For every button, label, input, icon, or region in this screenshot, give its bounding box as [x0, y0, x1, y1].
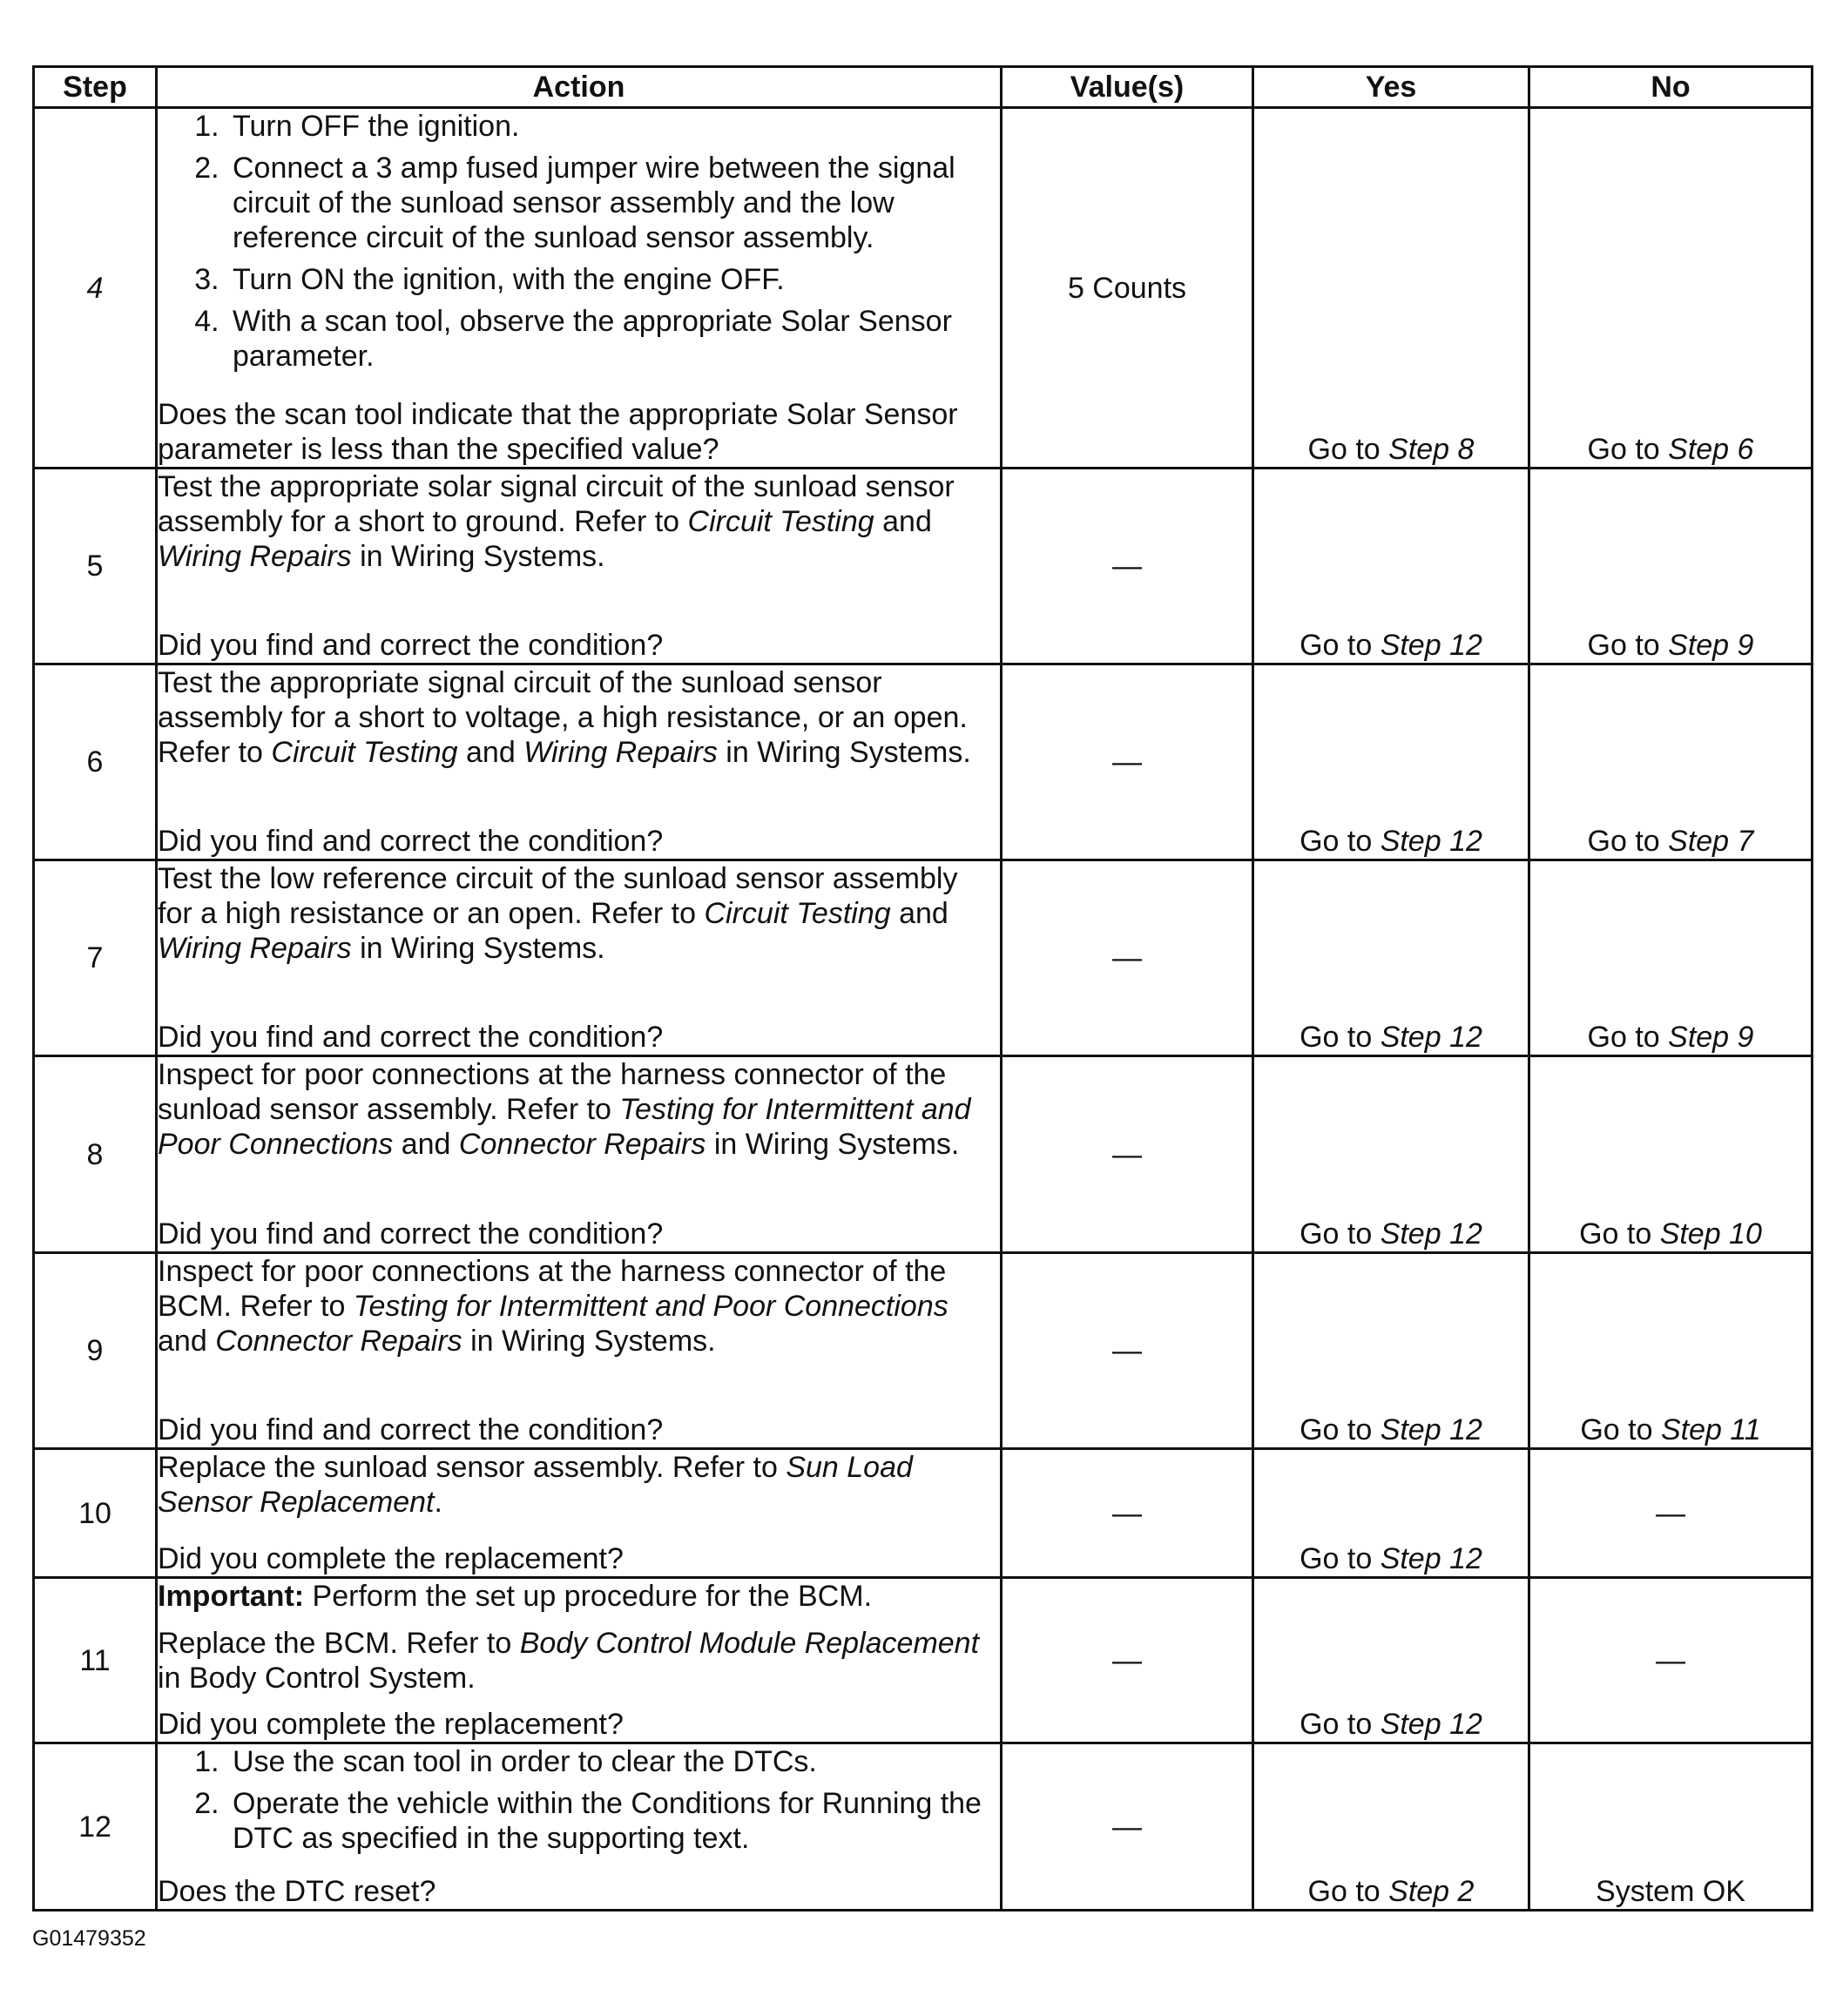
reference-link[interactable]: Body Control Module Replacement — [519, 1626, 980, 1660]
value-cell: — — [1002, 1253, 1253, 1449]
action-question: Did you find and correct the condition? — [158, 1413, 664, 1446]
action-step: 4. With a scan tool, observe the appropriate Solar Sensor parameter. — [227, 304, 1000, 374]
important-label: Important: — [158, 1580, 305, 1613]
header-step: Step — [34, 67, 157, 108]
action-question: Did you complete the replacement? — [158, 1708, 624, 1741]
action-steps-list — [158, 1744, 1000, 1863]
table-row — [34, 1056, 1813, 1253]
no-step-link[interactable]: Step 6 — [1668, 433, 1754, 466]
reference-link[interactable]: Wiring Repairs — [158, 540, 352, 573]
yes-prefix: Go to — [1300, 1413, 1381, 1446]
no-step-link[interactable]: Step 7 — [1668, 825, 1754, 858]
header-no: No — [1529, 67, 1813, 108]
value-cell: — — [1002, 1056, 1253, 1253]
yes-cell — [1253, 108, 1529, 469]
action-text: Test the low reference circuit of the sunload sensor assembly for a high resistance or an open. Refer to Circuit Testing and Wiring Repairs in Wiring Systems. — [158, 862, 958, 965]
action-cell — [157, 1578, 1002, 1743]
yes-cell — [1253, 1253, 1529, 1449]
yes-step-link[interactable]: Step 12 — [1380, 629, 1482, 662]
header-row — [34, 67, 1813, 108]
action-step: 3. Turn ON the ignition, with the engine OFF. — [227, 262, 1000, 297]
yes-prefix: Go to — [1300, 629, 1381, 662]
table-row — [34, 860, 1813, 1056]
step-number: 10 — [34, 1449, 157, 1578]
action-text: Test the appropriate solar signal circuit of the sunload sensor assembly for a short to ground. Refer to Circuit Testing and Wiring Repairs in Wiring Systems. — [158, 470, 955, 573]
value-cell: — — [1002, 1743, 1253, 1911]
yes-cell — [1253, 664, 1529, 860]
no-prefix: Go to — [1587, 433, 1669, 466]
yes-step-link[interactable]: Step 2 — [1388, 1875, 1475, 1908]
no-prefix: Go to — [1579, 1217, 1660, 1251]
yes-prefix: Go to — [1300, 825, 1381, 858]
step-number: 7 — [34, 860, 157, 1056]
yes-cell — [1253, 860, 1529, 1056]
action-step: 2. Operate the vehicle within the Conditions for Running the DTC as specified in the supporting text. — [227, 1786, 1000, 1856]
important-note: Important: Perform the set up procedure for the BCM. — [158, 1580, 873, 1613]
yes-prefix: Go to — [1300, 1708, 1381, 1741]
action-cell — [157, 1743, 1002, 1911]
reference-link[interactable]: Testing for Intermittent and Poor Connections — [353, 1290, 949, 1323]
step-number: 11 — [34, 1578, 157, 1743]
table-row — [34, 1253, 1813, 1449]
no-step-link[interactable]: Step 10 — [1659, 1217, 1762, 1251]
yes-cell — [1253, 1449, 1529, 1578]
action-cell — [157, 664, 1002, 860]
reference-link[interactable]: Connector Repairs — [215, 1325, 462, 1358]
diagnostic-table — [32, 65, 1813, 1911]
yes-prefix: Go to — [1300, 1542, 1381, 1575]
yes-step-link[interactable]: Step 12 — [1380, 1217, 1482, 1251]
table-row — [34, 469, 1813, 664]
no-cell — [1529, 469, 1813, 664]
action-step: 2. Connect a 3 amp fused jumper wire between the signal circuit of the sunload sensor assembly and the low reference circuit of the sunload sensor assembly. — [227, 151, 1000, 255]
figure-id: G01479352 — [32, 1926, 146, 1951]
table-row — [34, 664, 1813, 860]
step-number: 12 — [34, 1743, 157, 1911]
value-cell: — — [1002, 860, 1253, 1056]
yes-step-link[interactable]: Step 12 — [1380, 1542, 1482, 1575]
header-action: Action — [157, 67, 1002, 108]
yes-step-link[interactable]: Step 12 — [1380, 1708, 1482, 1741]
action-text: Test the appropriate signal circuit of the sunload sensor assembly for a short to voltage, a high resistance, or an open. Refer to Circuit Testing and Wiring Repairs in Wiring Systems. — [158, 666, 971, 769]
yes-step-link[interactable]: Step 12 — [1380, 1413, 1482, 1446]
action-cell — [157, 860, 1002, 1056]
table-row — [34, 1578, 1813, 1743]
no-step-link[interactable]: Step 9 — [1668, 1021, 1754, 1054]
yes-step-link[interactable]: Step 12 — [1380, 1021, 1482, 1054]
no-prefix: Go to — [1587, 1021, 1669, 1054]
reference-link[interactable]: Wiring Repairs — [523, 736, 718, 769]
action-question: Did you find and correct the condition? — [158, 1217, 664, 1251]
yes-prefix: Go to — [1307, 433, 1389, 466]
value-cell: 5 Counts — [1002, 108, 1253, 469]
no-step-link[interactable]: Step 11 — [1660, 1413, 1761, 1446]
action-text: Replace the BCM. Refer to Body Control Module Replacement in Body Control System. — [158, 1626, 980, 1695]
yes-prefix: Go to — [1300, 1021, 1381, 1054]
action-question: Did you complete the replacement? — [158, 1542, 624, 1575]
action-step: 1. Turn OFF the ignition. — [227, 109, 1000, 144]
action-steps-list — [158, 109, 1000, 381]
action-text: Inspect for poor connections at the harness connector of the sunload sensor assembly. Refer to Testing for Intermittent and Poor Connections and Connector Repairs in Wiring Systems. — [158, 1058, 971, 1161]
action-question: Did you find and correct the condition? — [158, 825, 664, 858]
reference-link[interactable]: Circuit Testing — [271, 736, 458, 769]
no-cell: System OK — [1529, 1743, 1813, 1911]
no-prefix: Go to — [1587, 629, 1669, 662]
yes-cell — [1253, 1578, 1529, 1743]
yes-step-link[interactable]: Step 12 — [1380, 825, 1482, 858]
action-question: Did you find and correct the condition? — [158, 629, 664, 662]
no-prefix: Go to — [1587, 825, 1669, 858]
step-number: 8 — [34, 1056, 157, 1253]
yes-prefix: Go to — [1300, 1217, 1381, 1251]
no-cell: — — [1529, 1578, 1813, 1743]
action-question: Does the scan tool indicate that the appropriate Solar Sensor parameter is less than the specified value? — [158, 398, 958, 466]
value-cell: — — [1002, 664, 1253, 860]
reference-link[interactable]: Testing for Intermittent and Poor Connections — [158, 1093, 971, 1161]
action-cell — [157, 1253, 1002, 1449]
reference-link[interactable]: Wiring Repairs — [158, 932, 352, 965]
value-cell: — — [1002, 1578, 1253, 1743]
no-prefix: Go to — [1580, 1413, 1661, 1446]
yes-step-link[interactable]: Step 8 — [1388, 433, 1475, 466]
table-row — [34, 108, 1813, 469]
action-cell — [157, 108, 1002, 469]
yes-cell — [1253, 469, 1529, 664]
action-cell — [157, 469, 1002, 664]
yes-cell — [1253, 1056, 1529, 1253]
yes-cell — [1253, 1743, 1529, 1911]
value-cell: — — [1002, 469, 1253, 664]
yes-prefix: Go to — [1307, 1875, 1389, 1908]
action-text: Replace the sunload sensor assembly. Refer to Sun Load Sensor Replacement. — [158, 1451, 913, 1519]
action-step: 1. Use the scan tool in order to clear the DTCs. — [227, 1744, 1000, 1779]
step-number: 5 — [34, 469, 157, 664]
no-cell — [1529, 1056, 1813, 1253]
table-row — [34, 1743, 1813, 1911]
no-cell — [1529, 1253, 1813, 1449]
action-question: Did you find and correct the condition? — [158, 1021, 664, 1054]
value-cell: — — [1002, 1449, 1253, 1578]
step-number: 4 — [34, 108, 157, 469]
action-text: Inspect for poor connections at the harness connector of the BCM. Refer to Testing for Intermittent and Poor Connections and Connector Repairs in Wiring Systems. — [158, 1255, 949, 1358]
step-number: 9 — [34, 1253, 157, 1449]
reference-link[interactable]: Connector Repairs — [458, 1128, 706, 1161]
reference-link[interactable]: Circuit Testing — [687, 505, 874, 538]
no-cell — [1529, 860, 1813, 1056]
no-cell: — — [1529, 1449, 1813, 1578]
action-cell — [157, 1449, 1002, 1578]
action-cell — [157, 1056, 1002, 1253]
header-values: Value(s) — [1002, 67, 1253, 108]
reference-link[interactable]: Sun Load Sensor Replacement — [158, 1451, 913, 1519]
no-cell — [1529, 108, 1813, 469]
action-question: Does the DTC reset? — [158, 1875, 436, 1908]
reference-link[interactable]: Circuit Testing — [704, 897, 891, 930]
header-yes: Yes — [1253, 67, 1529, 108]
no-cell — [1529, 664, 1813, 860]
no-step-link[interactable]: Step 9 — [1668, 629, 1754, 662]
step-number: 6 — [34, 664, 157, 860]
table-row — [34, 1449, 1813, 1578]
